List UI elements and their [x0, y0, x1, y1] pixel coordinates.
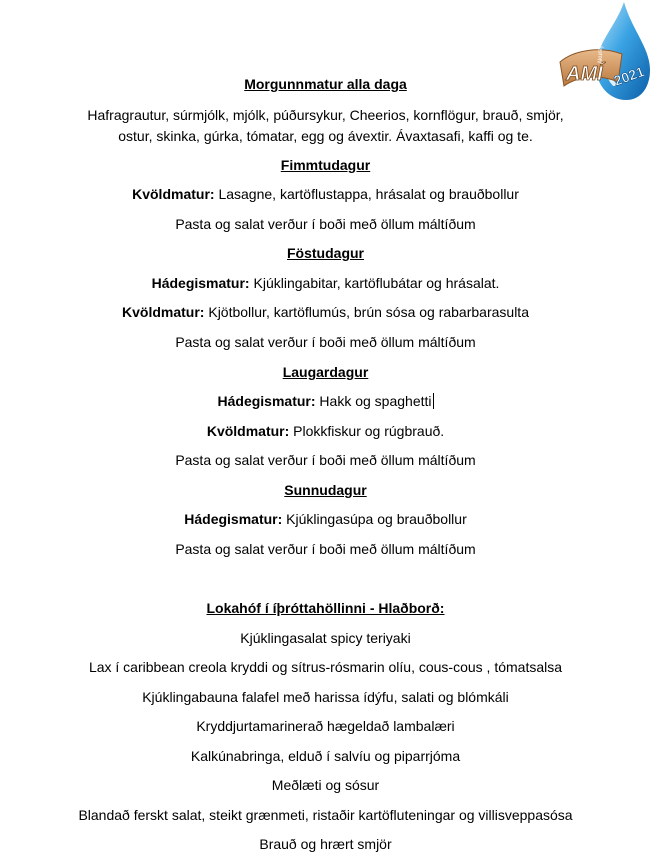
dinner-label: Kvöldmatur:	[132, 186, 215, 202]
sunday-heading: Sunnudagur	[284, 482, 367, 498]
banquet-item: Brauð og hrært smjör	[259, 836, 392, 852]
friday-heading: Föstudagur	[287, 245, 364, 261]
sunday-lunch	[0, 511, 651, 527]
dinner-text: Plokkfiskur og rúgbrauð.	[289, 423, 445, 439]
lunch-text[interactable]: Hakk og spaghetti	[315, 393, 432, 409]
friday-note: Pasta og salat verður í boði með öllum máltíðum	[175, 334, 476, 350]
breakfast-heading: Morgunnmatur alla daga	[244, 76, 407, 92]
text-cursor	[433, 393, 434, 409]
sunday-note: Pasta og salat verður í boði með öllum máltíðum	[175, 541, 476, 557]
saturday-heading: Laugardagur	[282, 364, 369, 380]
banquet-item: Kalkúnabringa, elduð í salvíu og piparrjóma	[190, 748, 461, 764]
lunch-text: Kjúklingabitar, kartöflubátar og hrásalat.	[249, 275, 500, 291]
banquet-item: Kjúklingasalat spicy teriyaki	[240, 630, 411, 646]
lunch-label: Hádegismatur:	[151, 275, 250, 291]
thursday-dinner	[0, 186, 651, 202]
dinner-label: Kvöldmatur:	[206, 423, 290, 439]
logo-ami-text: AMÍ	[566, 63, 603, 85]
banquet-item: Lax í caribbean creola kryddi og sítrus-rósmarin olíu, cous-cous , tómatsalsa	[88, 659, 563, 675]
breakfast-line-2: ostur, skinka, gúrka, tómatar, egg og ávextir. Ávaxtasafi, kaffi og te.	[118, 128, 533, 144]
lunch-label: Hádegismatur:	[217, 393, 316, 409]
dinner-text: Lasagne, kartöflustappa, hrásalat og brauðbollur	[214, 186, 519, 202]
banquet-heading: Lokahóf í íþróttahöllinni - Hlaðborð:	[206, 600, 445, 616]
logo-place-text: Akureyri	[598, 41, 604, 64]
banquet-item: Kryddjurtamarinerað hægeldað lambalæri	[196, 718, 455, 734]
lunch-text: Kjúklingasúpa og brauðbollur	[282, 511, 467, 527]
saturday-note: Pasta og salat verður í boði með öllum máltíðum	[175, 452, 476, 468]
breakfast-line-1: Hafragrautur, súrmjólk, mjólk, púðursykur, Cheerios, kornflögur, brauð, smjör,	[87, 107, 564, 123]
thursday-note: Pasta og salat verður í boði með öllum máltíðum	[175, 216, 476, 232]
banquet-item: Meðlæti og sósur	[271, 777, 380, 793]
saturday-lunch	[0, 393, 651, 409]
banquet-item: Kjúklingabauna falafel með harissa ídýfu, salati og blómkáli	[142, 689, 509, 705]
lunch-label: Hádegismatur:	[184, 511, 283, 527]
saturday-dinner	[0, 423, 651, 439]
dinner-label: Kvöldmatur:	[122, 304, 205, 320]
dinner-text: Kjötbollur, kartöflumús, brún sósa og rabarbarasulta	[204, 304, 529, 320]
logo-year-text: 2021	[611, 63, 647, 89]
thursday-heading: Fimmtudagur	[280, 157, 371, 173]
friday-lunch	[0, 275, 651, 291]
friday-dinner	[0, 304, 651, 320]
banquet-item: Blandað ferskt salat, steikt grænmeti, ristaðir kartöfluteningar og villisveppasósa	[78, 807, 573, 823]
